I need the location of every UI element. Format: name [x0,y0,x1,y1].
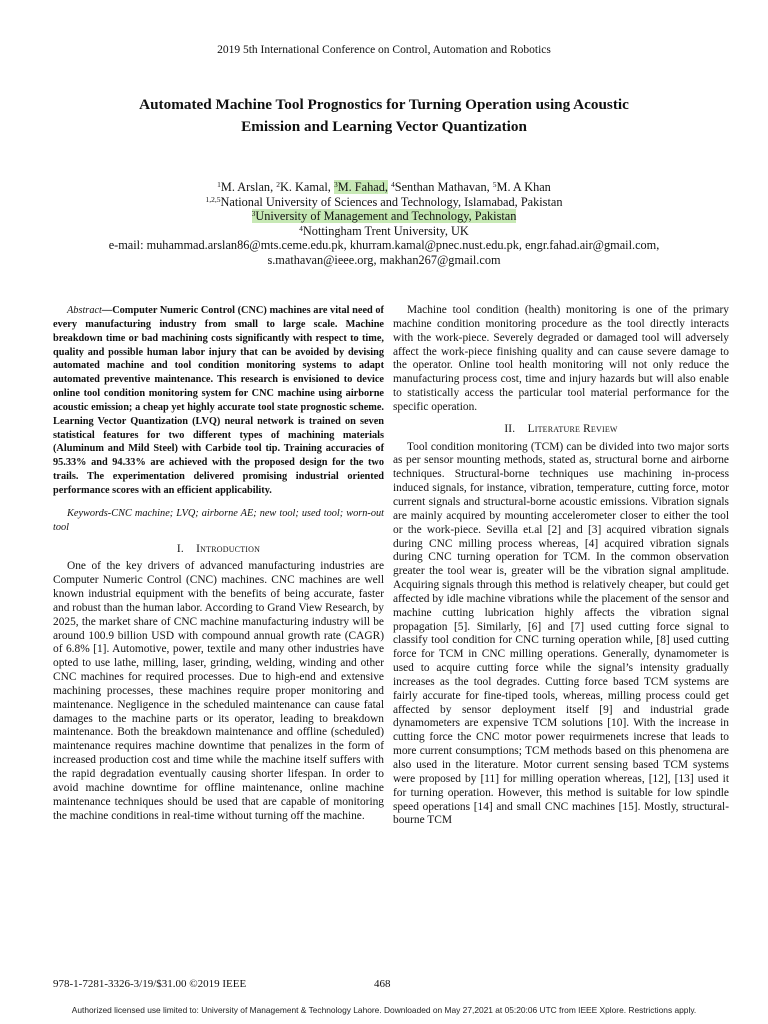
author-list: $^1$M. Arslan, $^2$K. Kamal, $^3$M. Fahad, $^4$Senthan Mathavan, $^5$M. A Khan [217,180,551,194]
page-number: 468 [374,978,391,990]
email-line-1: e-mail: muhammad.arslan86@mts.ceme.edu.pk, khurram.kamal@pnec.nust.edu.pk, engr.fahad.air@gmail.com, [108,238,660,253]
title-line-2: Emission and Learning Vector Quantization [241,118,527,135]
abstract-text: —Computer Numeric Control (CNC) machines are vital need of every manufacturing industry from small to large scale. Machine breakdown time or bad machining costs significantly with respect to time, quality and possible human labor injury that can be avoided by devising automated machine and tool condition monitoring systems to adapt automated preventive maintenance. This research is envisioned to device online tool condition monitoring system for CNC machine using airborne acoustic emission; a cheap yet highly accurate tool state prognostic scheme. Learning Vector Quantization (LVQ) neural network is trained on seven statistical features for two different types of machining materials (Aluminum and Mild Steel) with Carbide tool tip. Training accuracies of 95.33% and 94.33% are achieved with the proposed design for the two trails. The experimentation delivered promising industrial oriented performance scores with an efficient applicability. [53,305,384,496]
title-line-1: Automated Machine Tool Prognostics for Turning Operation using Acoustic [139,96,629,113]
introduction-paragraph: One of the key drivers of advanced manufacturing industries are Computer Numeric Control (CNC) machines. CNC machines are well known industrial equipment with the benefits of being accurate, faster and robust than the human labor. According to Grand View Research, by 2025, the market share of CNC machine manufacturing industry will be around 100.9 billion USD with compound annual growth rate (CAGR) of 6.8% [1]. Automotive, power, textile and many other industries have opted to use lathe, milling, laser, grinding, welding, winding and other CNC machines for required processes. Due to high-end and extensive machining processes, these machines require proper monitoring and maintenance. Negligence in the scheduled maintenance can cause fatal damages to the machine parts or its operator, leading to breakdown maintenance. Both the breakdown maintenance and offline (scheduled) maintenance requires machine downtime that penalizes in the form of increased production cost and time while the machine itself suffers with the rapid degradation eventually causing shorter lifespan. In order to avoid machine downtime for offline maintenance, online machine maintenance techniques should be used that are capable of monitoring the machine conditions in real-time without turning off the machine. [53,560,384,822]
conference-header: 2019 5th International Conference on Control, Automation and Robotics [217,44,551,56]
affiliation-1: $^{1,2,5}$National University of Sciences and Technology, Islamabad, Pakistan [205,194,563,209]
authorized-use-notice: Authorized licensed use limited to: University of Management & Technology Lahore. Downloaded on May 27,2021 at 05:20:06 UTC from IEEE Xplore. Restrictions apply. [71,1005,697,1015]
left-column [53,304,384,823]
section-heading-introduction: I. Introduction [176,542,261,555]
author-name: M. A Khan [496,180,551,194]
highlighted-affiliation: $^3$University of Management and Technology, Pakistan [251,209,517,224]
paper-title [60,94,708,138]
email-line-2: s.mathavan@ieee.org, makhan267@gmail.com [267,252,501,267]
right-column [393,304,729,828]
author-name: K. Kamal, [279,180,334,194]
highlighted-author: $^3$M. Fahad, [333,180,388,194]
keywords: Keywords-CNC machine; LVQ; airborne AE; new tool; used tool; worn-out tool [53,507,384,533]
author-block [0,180,768,268]
author-name: Senthan Mathavan, [394,180,493,194]
abstract-label: Abstract [67,305,102,316]
abstract [53,304,384,498]
section-heading-literature-review: II. Literature Review [504,422,618,435]
affiliation-3: $^4$Nottingham Trent University, UK [299,223,469,238]
tool-monitoring-paragraph: Machine tool condition (health) monitoring is one of the primary machine condition monitoring procedure as the tool directly interacts with the work-piece. Severely degraded or damaged tool will adversely affect the work-piece finishing quality and can cause severe damage to the operator. Online tool health monitoring will not only reduce the manufacturing process cost, time and injury hazards but will also enable to statistically access the particular tool material performance for the specific operation. [393,304,729,413]
isbn-copyright: 978-1-7281-3326-3/19/$31.00 ©2019 IEEE [53,978,247,990]
author-name: M. Arslan, [220,180,277,194]
literature-review-paragraph: Tool condition monitoring (TCM) can be divided into two major sorts as per sensor mounting methods, stated as, structural borne and airborne techniques. Structural-borne techniques use machining in-process induced signals, for instance, vibration, temperature, cutting force, motor current signals and structural-borne acoustic emissions. Vibration signals are mainly acquired by mounting accelerometer closer to either the tool or the work-piece. Sevilla et.al [2] and [3] acquired vibration signals during CNC milling process whereas, [4] acquired vibration signals during CNC turning operation for TCM. In the common observation greater the tool wear is, greater will be the vibration signal amplitude. Acquiring signals through this method is relatively cheaper, but could get affected by idle machine vibrations while the placement of the sensor and machine cutting lubrication highly affects the vibration signal propagation [5]. Similarly, [6] and [7] used cutting force signal to classify tool condition for CNC turning operation while, [8] used cutting force for TCM in CNC milling operations. Generally, dynamometer is used to acquire cutting force while the signal’s intensity gradually increases as the tool degrades. Cutting force based TCM systems are fairly accurate for fine-tiped tools, whereas, milling process could get affected by sensor deployment itself [9] and industrial grade dynamometers are expensive TCM solutions [10]. With the increase in cutting force the CNC motor power requirmenets increse that leads to more current consumptions; TCM methods based on this phenomena are also used in the literature. Motor current sensing based TCM systems were proposed by [11] for milling operation whereas, [12], [13] used it for turning operation. However, this method is suitable for low spindle speed operations [14] and small CNC machines [15]. Mostly, structural-bourne TCM [393,440,729,827]
affiliation-2 [0,209,768,224]
